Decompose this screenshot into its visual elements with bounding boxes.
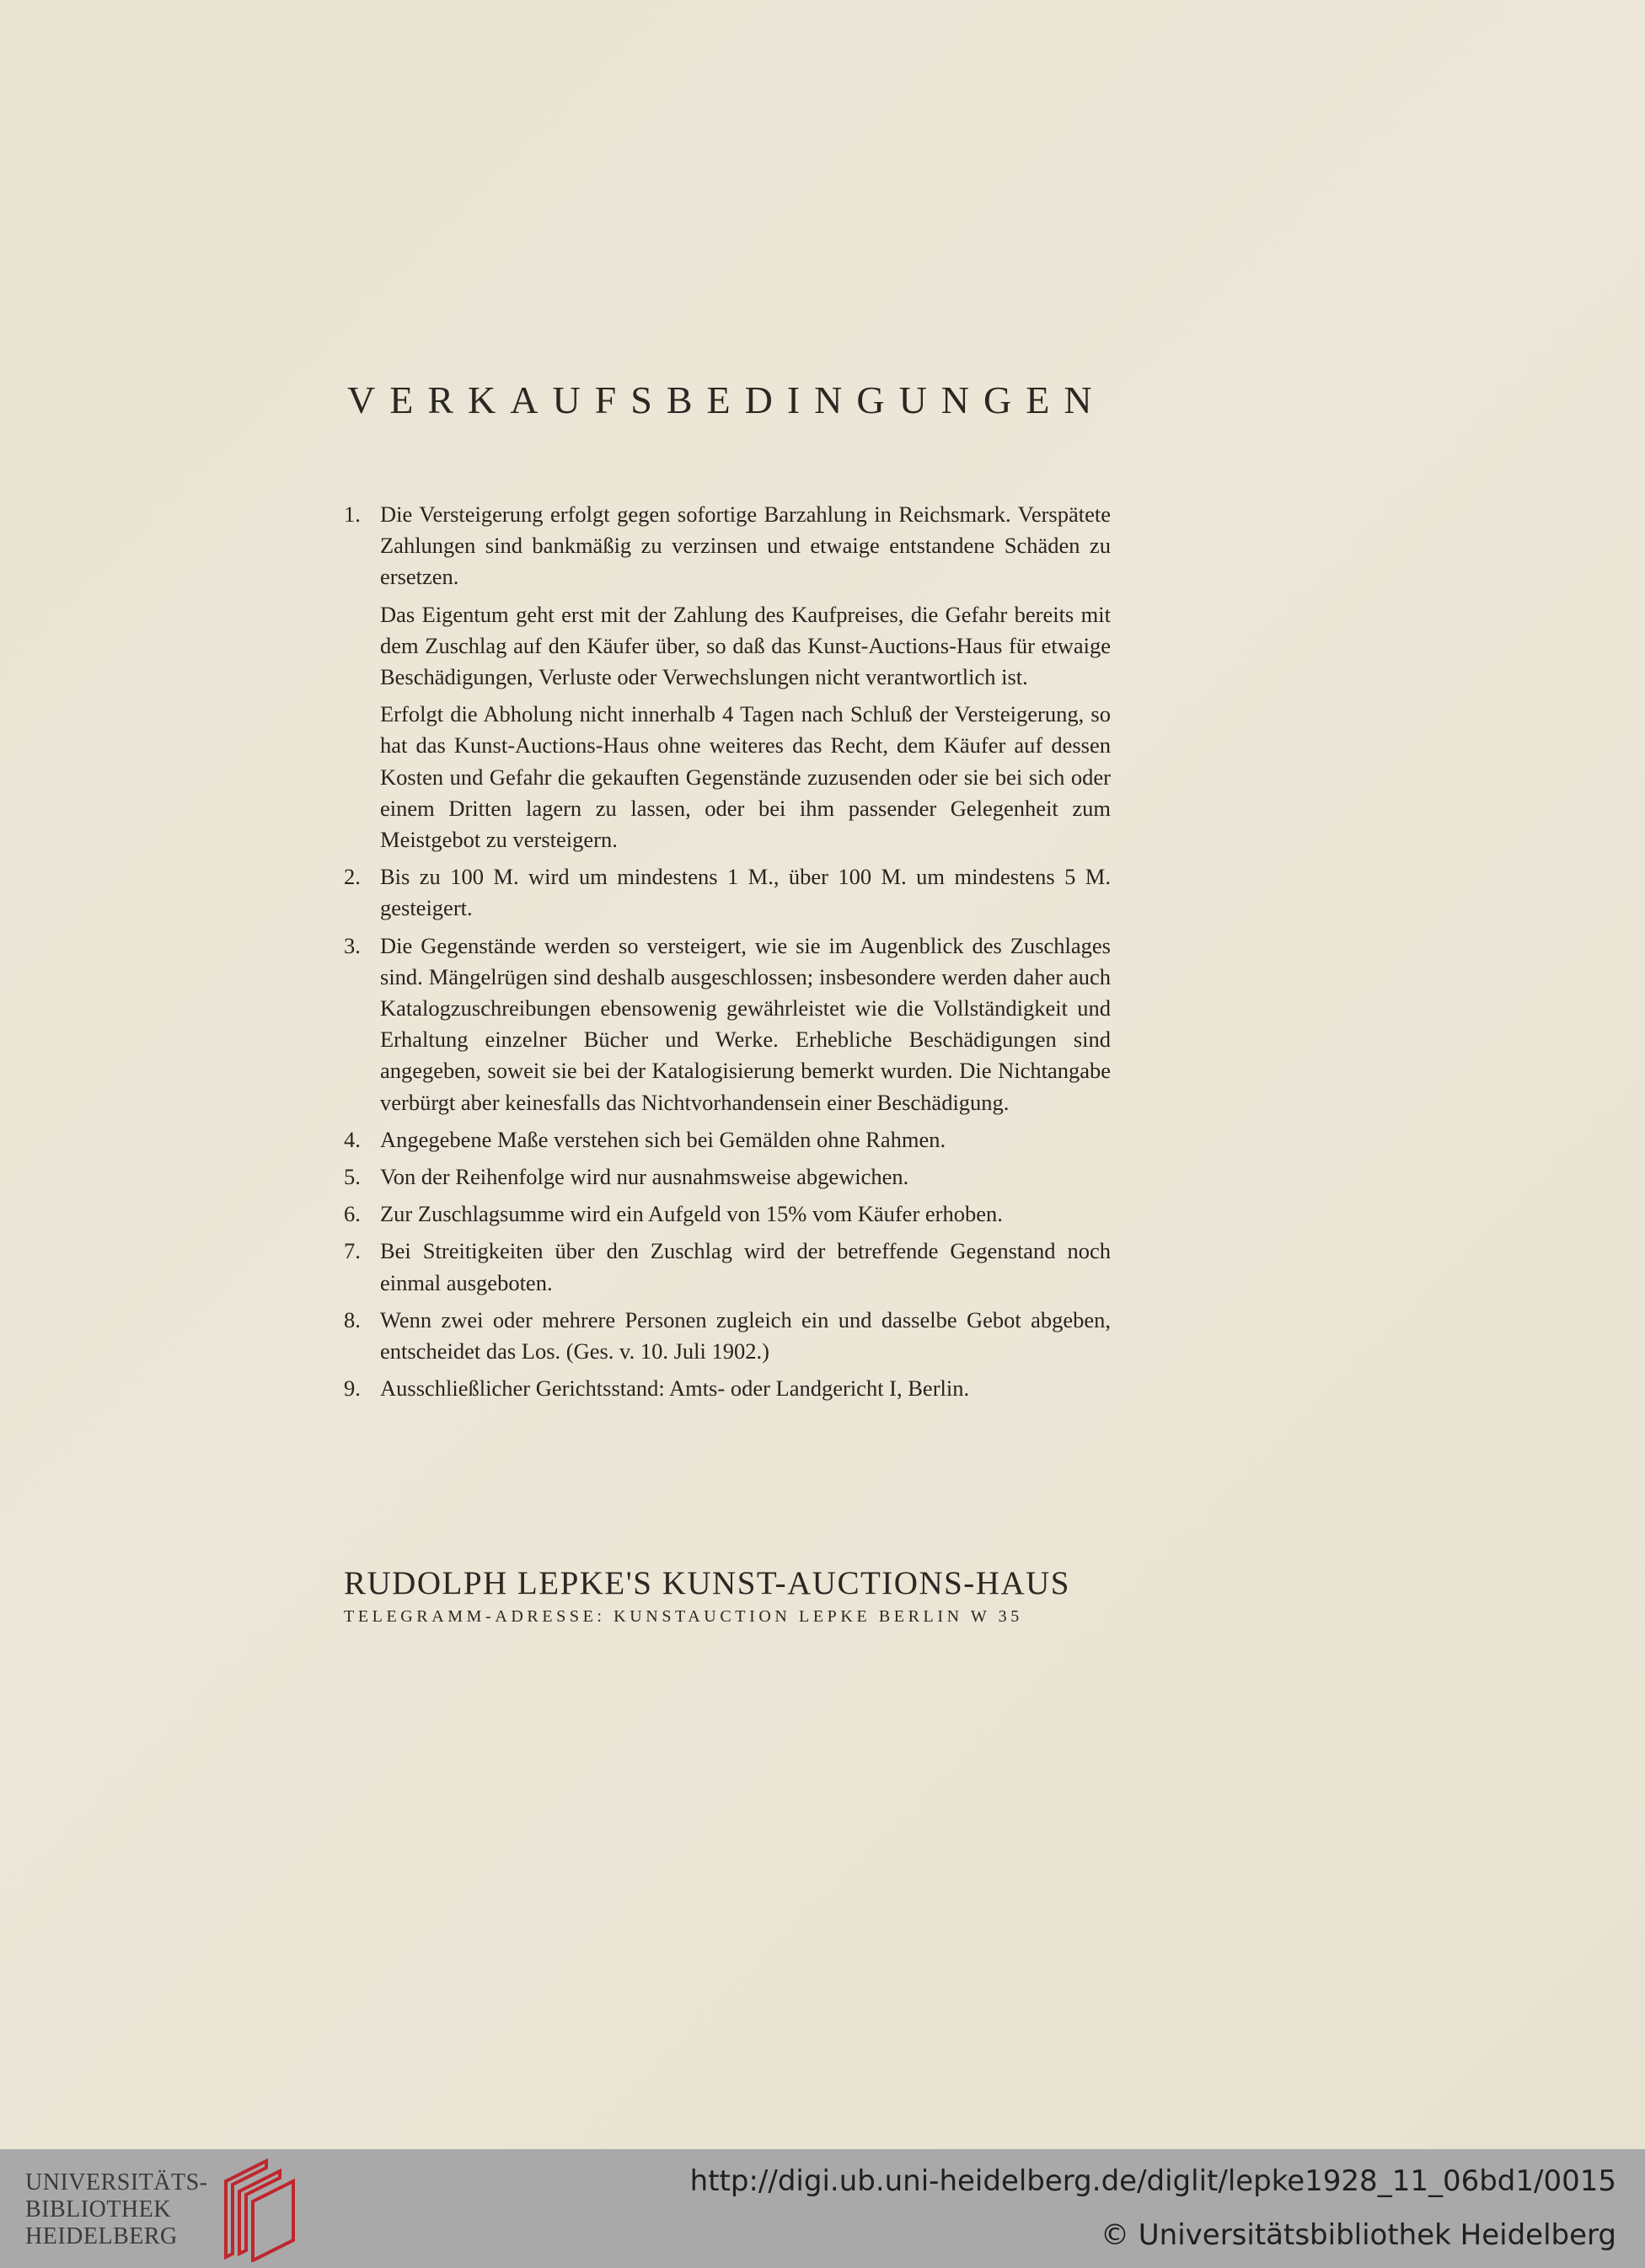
condition-number: 4. [344,1126,361,1152]
condition-item [344,499,1111,855]
condition-text: Wenn zwei oder mehrere Personen zugleich ein und dasselbe Gebot abgeben, entscheidet das Los. (Ges. v. 10. Juli 1902.) [380,1306,1111,1365]
condition-text: Die Versteigerung erfolgt gegen sofortige Barzahlung in Reichsmark. Verspätete Zahlungen sind bankmäßig zu verzinsen und etwaige entstandene Schäden zu ersetzen. [380,501,1111,590]
telegram-address: TELEGRAMM-ADRESSE: KUNSTAUCTION LEPKE BERLIN W 35 [344,1606,1023,1626]
library-name-line: HEIDELBERG [25,2223,178,2249]
condition-number: 3. [344,932,361,958]
condition-text: Angegebene Maße verstehen sich bei Gemälden ohne Rahmen. [380,1126,946,1152]
condition-number: 2. [344,864,361,890]
condition-number: 5. [344,1164,361,1190]
condition-text: Von der Reihenfolge wird nur ausnahmsweise abgewichen. [380,1164,909,1190]
condition-item [344,1305,1111,1367]
condition-text: Das Eigentum geht erst mit der Zahlung des Kaufpreises, die Gefahr bereits mit dem Zuschlag auf den Käufer über, so daß das Kunst-Auctions-Haus für etwaige Beschädigungen, Verluste oder Verwechslungen nicht verantwortlich ist. [380,601,1111,690]
condition-number: 7. [344,1238,361,1264]
library-name-line: BIBLIOTHEK [25,2196,171,2222]
library-footer-bar [0,2149,1645,2268]
copyright-notice: © Universitätsbibliothek Heidelberg [1100,2218,1616,2252]
condition-item [344,1124,1111,1155]
condition-item [344,1161,1111,1193]
publisher-block [344,1566,1111,1627]
condition-number: 6. [344,1201,361,1227]
condition-item [344,1373,1111,1404]
condition-number: 9. [344,1375,361,1402]
condition-text: Ausschließlicher Gerichtsstand: Amts- oder Landgericht I, Berlin. [380,1375,970,1402]
library-name-line: UNIVERSITÄTS- [25,2169,208,2196]
condition-text: Erfolgt die Abholung nicht innerhalb 4 Tagen nach Schluß der Versteigerung, so hat das Kunst-Auctions-Haus ohne weiteres das Recht, dem Käufer auf dessen Kosten und Gefahr die gekauften Gegenstände zuzusenden oder sie bei sich oder einem Dritten lagern zu lassen, oder bei ihm passender Gelegenheit zum Meistgebot zu versteigern. [380,701,1111,853]
condition-item [344,1198,1111,1230]
condition-item [344,861,1111,924]
library-name [25,2169,208,2250]
permalink-url[interactable]: http://digi.ub.uni-heidelberg.de/diglit/lepke1928_11_06bd1/0015 [689,2164,1616,2198]
condition-text: Bis zu 100 M. wird um mindestens 1 M., über 100 M. um mindestens 5 M. gesteigert. [380,864,1111,921]
condition-number: 1. [344,501,361,527]
condition-item [344,1236,1111,1298]
page-title: VERKAUFSBEDINGUNGEN [347,378,1106,421]
condition-number: 8. [344,1306,361,1332]
condition-text: Bei Streitigkeiten über den Zuschlag wird der betreffende Gegenstand noch einmal ausgeboten. [380,1238,1111,1295]
condition-text: Zur Zuschlagsumme wird ein Aufgeld von 15% vom Käufer erhoben. [380,1201,1003,1227]
ub-heidelberg-logo-icon[interactable] [217,2156,302,2266]
auction-house-name: RUDOLPH LEPKE'S KUNST-AUCTIONS-HAUS [344,1565,1070,1601]
condition-text: Die Gegenstände werden so versteigert, wie sie im Augenblick des Zuschlages sind. Mängelrügen sind deshalb ausgeschlossen; insbesondere werden daher auch Katalogzuschreibungen ebensowenig gewährleistet wie die Vollständigkeit und Erhaltung einzelner Bücher und Werke. Erhebliche Beschädigungen sind angegeben, soweit sie bei der Katalogisierung bemerkt wurden. Die Nichtangabe verbürgt aber keinesfalls das Nichtvorhandensein einer Beschädigung. [380,932,1111,1115]
conditions-list [344,499,1111,1410]
condition-item [344,930,1111,1118]
